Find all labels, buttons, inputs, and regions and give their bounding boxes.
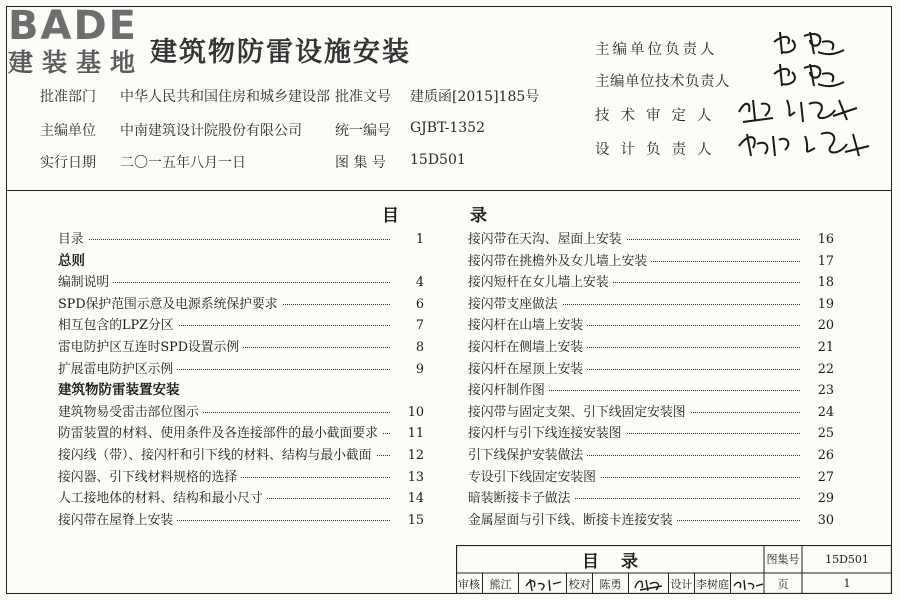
toc-entry-title: 接闪带支座做法 [468,297,562,312]
toc-entry-page: 19 [804,294,834,316]
toc-entry-title: 暗装断接卡子做法 [468,491,574,506]
toc-entry [468,359,834,381]
toc-entry-page: 30 [804,510,834,532]
toc-entry-page: 16 [804,229,834,251]
title-block-atlas-no: 15D501 [825,552,869,566]
toc-entry [468,272,834,294]
toc-entry-title: 接闪杆在屋顶上安装 [468,362,587,377]
toc-entry [468,229,834,251]
check-label: 校对 [566,573,592,594]
date-value: 二〇一五年八月一日 [120,155,246,171]
toc-entry-title: 接闪短杆在女儿墙上安装 [468,275,613,290]
toc-leader-dots [58,239,390,240]
editor-label: 主编单位 [40,123,96,139]
toc-entry-page: 8 [394,337,424,359]
toc-entry-title: 接闪杆在侧墙上安装 [468,340,587,355]
toc-entry-title: 编制说明 [58,275,113,290]
toc-entry-page: 14 [394,488,424,510]
page-label: 页 [777,577,789,591]
toc-entry-page: 4 [394,272,424,294]
toc-entry-title: 相互包含的LPZ分区 [58,318,178,333]
approval-no-label: 批准文号 [335,89,391,105]
title-block [456,545,892,594]
toc-entry-page: 21 [804,337,834,359]
toc-entry-page: 10 [394,402,424,424]
toc-entry-title: 扩展雷电防护区示例 [58,362,177,377]
toc-entry [468,337,834,359]
toc-entry [468,510,834,532]
toc-entry-title: 引下线保护安装做法 [468,448,587,463]
signature-image [770,28,850,58]
approver-label: 批准部门 [40,89,96,105]
toc-entry [58,294,424,316]
toc-entry-page: 15 [394,510,424,532]
toc-entry-page: 22 [804,359,834,381]
signature-image [770,60,850,90]
title-block-atlas-label: 图集号 [766,553,800,566]
toc-entry-title: 接闪杆在山墙上安装 [468,318,587,333]
toc-entry-page: 7 [394,315,424,337]
toc-entry [468,467,834,489]
toc-entry [58,315,424,337]
toc-entry-title: 人工接地体的材料、结构和最小尺寸 [58,491,267,506]
toc-entry-page: 23 [804,380,834,402]
toc-entry-page: 17 [804,251,834,273]
toc-entry-page: 11 [394,423,424,445]
unified-no-label: 统一编号 [335,123,391,139]
toc-right-column [468,229,834,531]
checker-signature [628,573,668,594]
toc-entry-title: SPD保护范围示意及电源系统保护要求 [58,297,282,312]
atlas-no-label: 图 集 号 [335,155,386,171]
atlas-no-value: 15D501 [410,152,466,168]
header-divider [6,190,892,191]
toc-entry [58,510,424,532]
toc-entry-page: 18 [804,272,834,294]
responsible-label: 主编单位负责人 [595,42,718,58]
toc-left-column [58,229,424,531]
toc-entry [468,380,834,402]
toc-entry [468,423,834,445]
signature-image [735,94,865,126]
toc-entry-title: 接闪杆与引下线连接安装图 [468,426,626,441]
toc-entry-title: 接闪线（带）、接闪杆和引下线的材料、结构与最小截面 [58,448,376,463]
toc-entry-title: 接闪带在天沟、屋面上安装 [468,232,626,247]
approval-no-value: 建质函[2015]185号 [410,89,540,105]
unified-no-value: GJBT-1352 [410,120,485,136]
toc-entry-page: 1 [394,229,424,251]
toc-entry-title: 防雷装置的材料、使用条件及各连接部件的最小截面要求 [58,426,382,441]
toc-entry [468,402,834,424]
toc-entry [468,488,834,510]
toc-entry-title: 建筑物易受雷击部位图示 [58,405,203,420]
toc-entry-page: 24 [804,402,834,424]
toc-section-heading: 建筑物防雷装置安装 [58,382,180,399]
toc-entry-title: 接闪杆制作图 [468,383,549,398]
review-label: 审核 [458,577,480,591]
signature-image [735,126,875,160]
toc-entry-page: 20 [804,315,834,337]
toc-entry-title: 接闪器、引下线材料规格的选择 [58,470,241,485]
designer-signature [730,573,764,594]
toc-heading-char: 录 [470,206,490,226]
date-label: 实行日期 [40,155,96,171]
reviewer-name: 熊江 [482,573,518,594]
editor-value: 中南建筑设计院股份有限公司 [120,123,302,139]
toc-entry-page: 25 [804,423,834,445]
toc-entry [58,488,424,510]
toc-entry [468,315,834,337]
designer-name: 李树庭 [694,573,730,594]
checker-name: 陈勇 [592,573,628,594]
toc-heading-char: 目 [382,206,402,226]
toc-entry-title: 专设引下线固定安装图 [468,470,600,485]
title-block-title: 目录 [582,551,660,572]
design-label: 设计 [668,573,694,594]
logo-word: BADE [8,3,138,49]
approver-value: 中华人民共和国住房和城乡建设部 [120,89,330,105]
toc-entry-title: 接闪带在屋脊上安装 [58,513,177,528]
reviewer-signature [518,573,566,594]
toc-entry [58,467,424,489]
toc-entry [468,445,834,467]
responsible-label: 设计负责人 [595,142,723,158]
toc-entry-title: 接闪带与固定支架、引下线固定安装图 [468,405,690,420]
toc-entry-page: 26 [804,445,834,467]
toc-entry-title: 雷电防护区互连时SPD设置示例 [58,340,243,355]
toc-entry-title: 金属屋面与引下线、断接卡连接安装 [468,513,677,528]
toc-entry-page: 13 [394,467,424,489]
page-number: 1 [843,577,851,590]
toc-entry [468,294,834,316]
toc-entry-page: 6 [394,294,424,316]
toc-entry [58,337,424,359]
toc-entry [58,445,424,467]
toc-entry [58,272,424,294]
toc-entry-page: 9 [394,359,424,381]
toc-entry [58,423,424,445]
responsible-label: 主编单位技术负责人 [595,74,730,90]
toc-entry-page: 29 [804,488,834,510]
toc-section-heading: 总则 [58,252,85,269]
toc-entry-page: 12 [394,445,424,467]
logo-subtitle: 建装基地 [8,48,145,77]
toc-entry [468,251,834,273]
toc-entry-title: 接闪带在挑檐外及女儿墙上安装 [468,254,651,269]
toc-entry [58,359,424,381]
toc-entry [58,402,424,424]
responsible-label: 技术审定人 [595,108,723,124]
toc-entry-title: 目录 [58,232,88,247]
toc-entry [58,229,424,251]
toc-entry-page: 27 [804,467,834,489]
atlas-title: 建筑物防雷设施安装 [150,37,411,68]
